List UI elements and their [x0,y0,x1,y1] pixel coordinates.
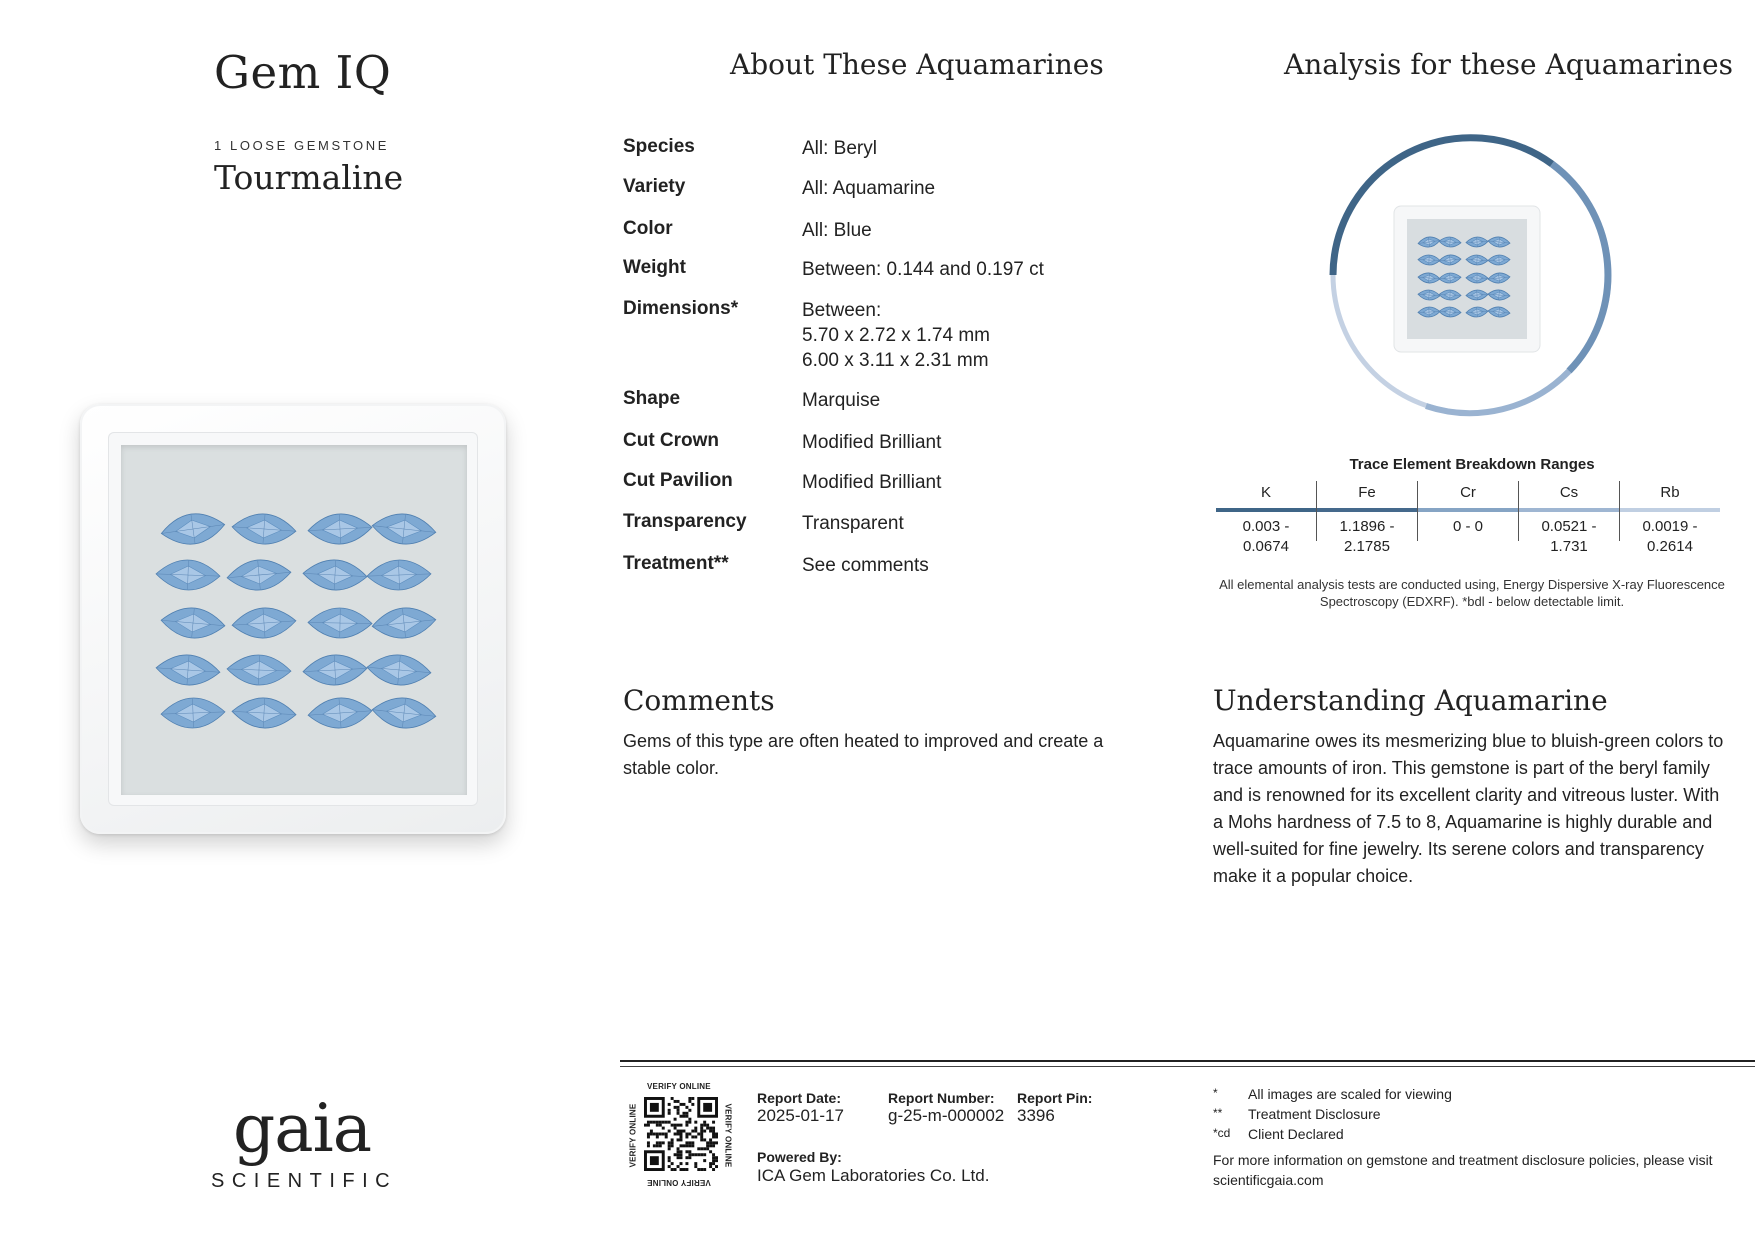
gem-stone [371,695,438,732]
verify-label-right: VERIFY ONLINE [723,1103,733,1168]
report-date-label: Report Date: [757,1090,842,1106]
spec-value [802,257,1044,282]
spec-value [802,553,929,578]
trace-divider [1417,481,1418,541]
spec-value-line: Modified Brilliant [802,472,942,493]
spec-value-line: 5.70 x 2.72 x 1.74 mm [802,325,990,346]
trace-element-table [1216,481,1720,561]
gem-stone [366,559,431,591]
stone-name: Tourmaline [214,158,404,197]
trace-symbol: K [1260,484,1271,501]
brand-title: Gem IQ [214,46,392,99]
trace-col-fe [1317,481,1417,561]
trace-divider [1316,481,1317,541]
trace-col-cr [1418,481,1518,561]
spec-value [802,430,941,455]
footer-rule-thin [620,1066,1755,1067]
trace-col-k [1216,481,1316,561]
gem-stone [231,512,297,546]
verify-qr-block[interactable] [630,1084,732,1186]
trace-range-line: 0.0674 [1243,538,1289,555]
trace-title: Trace Element Breakdown Ranges [1349,456,1595,473]
gem-stone [302,558,367,591]
report-number-label: Report Number: [888,1090,995,1106]
spec-label: Transparency [623,511,747,532]
trace-color-bar [1620,508,1720,512]
more-info-text: For more information on gemstone and treatment disclosure policies, please visit scientificgaia.com [1213,1152,1713,1188]
trace-range [1418,517,1518,537]
spec-label: Weight [623,257,686,278]
analysis-title: Analysis for these Aquamarines [1284,48,1733,81]
gem-stone [155,559,220,591]
gem-stone [231,696,296,729]
spec-label: Species [623,136,695,157]
understanding-title: Understanding Aquamarine [1213,684,1608,717]
report-date: 2025-01-17 [757,1106,844,1125]
gem-stone [371,605,438,642]
trace-range-line: 0.003 - [1242,518,1290,535]
trace-symbol: Fe [1358,484,1376,501]
gem-stone [226,557,292,592]
report-number: g-25-m-000002 [888,1106,1005,1125]
spec-value [802,176,935,201]
trace-range [1620,517,1720,557]
gemstone-count-label: 1 LOOSE GEMSTONE [214,138,390,153]
trace-range-line: 0.0521 - [1541,518,1597,535]
spec-value [802,470,941,495]
trace-range-line: 1.731 [1550,538,1588,555]
spec-value-line: Between: 0.144 and 0.197 ct [802,259,1044,280]
trace-divider [1518,481,1519,541]
gem-stone [159,510,227,549]
trace-range [1519,517,1619,557]
spec-label: Treatment** [623,553,729,574]
spec-label: Cut Crown [623,430,720,451]
verify-label-top: VERIFY ONLINE [647,1082,711,1091]
trace-range-line: 0.2614 [1647,538,1693,555]
understanding-text: Aquamarine owes its mesmerizing blue to bluish-green colors to trace amounts of iron. This gemstone is part of the beryl family and is renowned for its excellent clarity and vitreous luster. With a Mohs hardness of 7.5 to 8, Aquamarine is highly durable and well-suited for fine jewelry. Its serene colors and transparency make it a popular choice. [1213,731,1724,886]
gaia-logo-word: gaia [233,1090,372,1167]
gem-stone [160,697,225,729]
trace-range-line: 0 - 0 [1452,518,1483,535]
trace-note: All elemental analysis tests are conducted using, Energy Dispersive X-ray Fluorescence Spectroscopy (EDXRF). *bdl - below detectable limit. [1219,577,1725,609]
spec-value-line: Transparent [802,513,904,534]
gem-stone [371,511,438,548]
comments-title: Comments [623,684,775,717]
spec-label: Dimensions* [623,298,739,319]
trace-range-line: 1.1896 - [1339,518,1395,535]
report-pin: 3396 [1017,1106,1055,1125]
gem-stone [226,654,291,686]
trace-symbol: Cs [1559,484,1579,501]
spec-value-line: Modified Brilliant [802,432,942,453]
gaia-logo-subtitle: SCIENTIFIC [211,1170,398,1192]
trace-symbol: Rb [1660,484,1680,501]
spec-value-line: 6.00 x 3.11 x 2.31 mm [802,350,989,371]
trace-range [1216,517,1316,557]
spec-value [802,136,877,161]
gem-stone [160,605,226,640]
spec-value-line: See comments [802,555,929,576]
spec-label: Shape [623,388,681,409]
footnote-mark: *cd [1213,1126,1231,1140]
footnote-text: All images are scaled for viewing [1248,1086,1452,1102]
spec-value-line: Marquise [802,390,881,411]
trace-divider [1619,481,1620,541]
spec-label: Variety [623,176,686,197]
gem-photo-marquises [121,445,467,795]
verify-label-left: VERIFY ONLINE [628,1103,638,1168]
powered-by: ICA Gem Laboratories Co. Ltd. [757,1166,990,1185]
gem-stone [307,696,373,730]
spec-value-line: All: Aquamarine [802,178,936,199]
trace-range-line: 0.0019 - [1642,518,1698,535]
footnote-mark: ** [1213,1106,1223,1120]
gem-stone [308,607,373,638]
trace-range [1317,517,1417,557]
spec-value [802,511,904,536]
spec-value-line: All: Blue [802,220,872,241]
spec-label: Cut Pavilion [623,470,733,491]
footnote-text: Treatment Disclosure [1248,1106,1381,1122]
gem-stone [307,512,372,545]
trace-color-bar [1216,508,1316,512]
trace-symbol: Cr [1460,484,1476,501]
verify-label-bottom: VERIFY ONLINE [647,1178,711,1187]
gem-stone [155,653,221,687]
analysis-ring-chart [1326,130,1616,420]
spec-label: Color [623,218,673,239]
spec-value-line: All: Beryl [802,138,877,159]
footnote-text: Client Declared [1248,1126,1344,1142]
report-pin-label: Report Pin: [1017,1090,1093,1106]
spec-value [802,388,880,413]
gem-stone [366,652,432,687]
comments-text: Gems of this type are often heated to improved and create a stable color. [623,731,1104,778]
trace-col-rb [1620,481,1720,561]
trace-col-cs [1519,481,1619,561]
powered-by-label: Powered By: [757,1149,842,1165]
gem-stone [302,653,367,686]
qr-code-icon[interactable] [644,1097,718,1171]
trace-color-bar [1418,508,1518,512]
spec-value [802,218,872,243]
trace-color-bar [1519,508,1619,512]
spec-value [802,298,990,373]
about-title: About These Aquamarines [730,48,1104,81]
footnote-mark: * [1213,1086,1218,1100]
footer-rule [620,1060,1755,1062]
spec-value-line: Between: [802,300,882,321]
gem-stone [231,606,297,640]
trace-color-bar [1317,508,1417,512]
trace-range-line: 2.1785 [1344,538,1390,555]
